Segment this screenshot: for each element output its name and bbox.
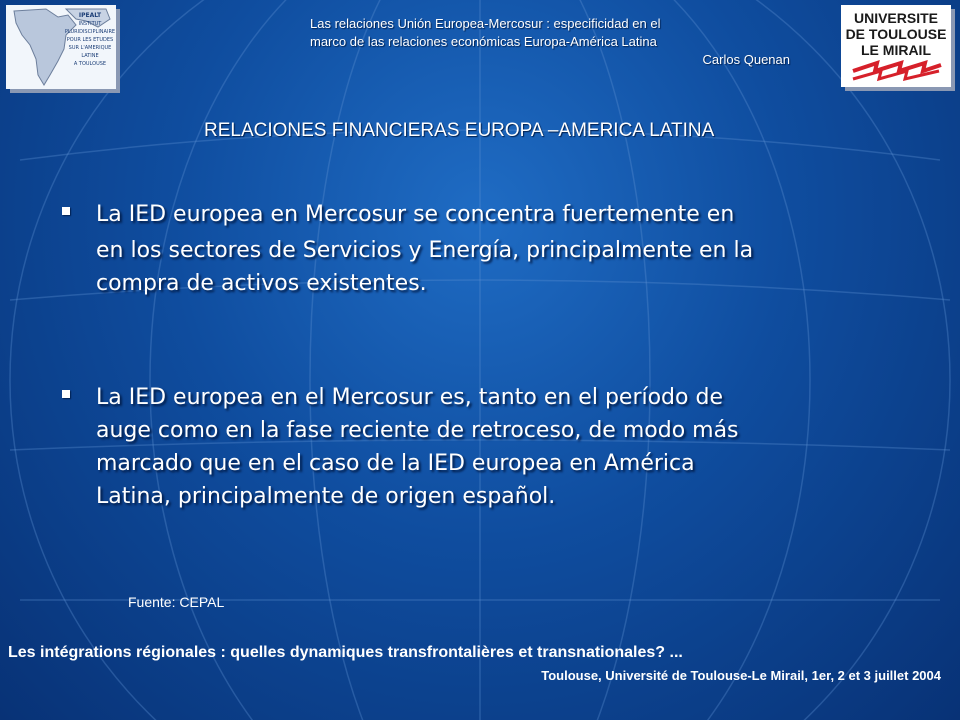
ipealt-logo-text: INSTITUT — [78, 21, 102, 27]
ipealt-logo-text: SUR L'AMERIQUE — [68, 45, 112, 51]
universite-toulouse-logo — [841, 5, 951, 87]
bullet-1-line-2: en los sectores de Servicios y Energía, principalmente en la — [96, 238, 754, 263]
bullet-2-line-2: auge como en la fase reciente de retroceso, de modo más — [96, 418, 739, 443]
ipealt-logo-text: IPEALT — [78, 12, 102, 19]
ipealt-logo-text: LATINE — [81, 53, 99, 59]
footer-conference-place-date: Toulouse, Université de Toulouse-Le Mirail, 1er, 2 et 3 juillet 2004 — [541, 668, 941, 683]
header-line-2: marco de las relaciones económicas Europa-América Latina — [310, 34, 657, 49]
ipealt-logo-text: A TOULOUSE — [73, 61, 107, 67]
source-note: Fuente: CEPAL — [128, 594, 225, 610]
footer-conference-title: Les intégrations régionales : quelles dynamiques transfrontalières et transnationales? ... — [8, 644, 683, 661]
bullet-1-line-1: La IED europea en Mercosur se concentra fuertemente en — [96, 202, 735, 227]
ipealt-logo-text: POUR LES ETUDES — [66, 37, 114, 43]
universite-logo-text: DE TOULOUSE — [845, 26, 947, 42]
bullet-2-line-3: marcado que en el caso de la IED europea en América — [96, 451, 695, 476]
header-text — [310, 15, 790, 69]
header-author: Carlos Quenan — [702, 52, 790, 67]
bullet-square-icon — [62, 207, 70, 215]
ipealt-logo — [6, 5, 116, 89]
universite-logo-text: UNIVERSITE — [853, 10, 939, 26]
bullet-1-line-3: compra de activos existentes. — [96, 271, 427, 296]
bullet-2-line-4: Latina, principalmente de origen español. — [96, 484, 556, 509]
bullet-square-icon — [62, 390, 70, 398]
ipealt-logo-text: PLURIDISCIPLINAIRE — [64, 29, 116, 35]
universite-logo-text: LE MIRAIL — [861, 42, 931, 58]
bullet-2-line-1: La IED europea en el Mercosur es, tanto en el período de — [96, 385, 723, 410]
header-line-1: Las relaciones Unión Europea-Mercosur : especificidad en el — [310, 16, 661, 31]
slide-title: RELACIONES FINANCIERAS EUROPA –AMERICA LATINA — [204, 120, 715, 141]
